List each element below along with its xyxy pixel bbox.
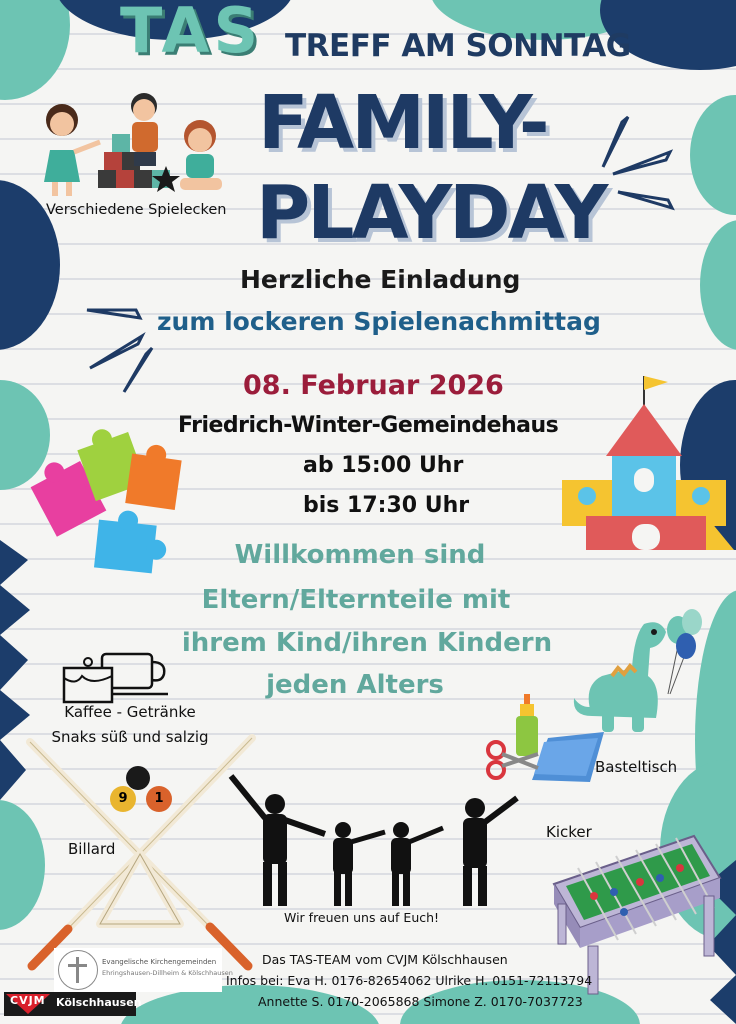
event-location: Friedrich-Winter-Gemeindehaus [178,413,559,438]
decor-blob [690,95,736,215]
church-logo-line-1: Evangelische Kirchengemeinden [102,958,217,966]
cvjm-place: Kölschhausen [56,996,142,1009]
welcome-line-3: ihrem Kind/ihren Kindern [181,628,553,658]
church-logo [54,948,233,992]
church-cross-icon [58,950,98,990]
welcome-line-2: Eltern/Elternteile mit [201,585,511,615]
kids-playing-icon [40,90,230,206]
event-end-time: bis 17:30 Uhr [303,493,470,518]
kicker-label: Kicker [546,823,592,841]
decor-blob [700,220,736,350]
contact-line-3: Annette S. 0170-2065868 Simone Z. 0170-7037723 [258,994,583,1009]
event-start-time: ab 15:00 Uhr [303,453,464,478]
billiard-label: Billard [68,840,116,858]
title-line-2: PLAYDAY [256,170,606,256]
decor-blob [0,0,70,100]
contact-line-2: Infos bei: Eva H. 0176-82654062 Ulrike H. 0151-72113794 [226,973,593,988]
family-silhouette-icon [225,772,525,916]
welcome-line-4: jeden Alters [266,670,444,700]
invitation-line-2: zum lockeren Spielenachmittag [157,307,601,336]
tas-logo: TAS [120,0,263,67]
spark-lines-icon [598,112,678,226]
craft-supplies-icon [486,692,606,788]
coffee-cake-icon [62,648,172,708]
craft-label: Basteltisch [595,758,678,776]
billiard-ball-9: 9 [110,786,136,812]
invitation-line-1: Herzliche Einladung [240,265,521,294]
toy-castle-icon [556,372,736,558]
welcome-line-1: Willkommen sind [234,540,486,570]
billiard-ball-1: 1 [146,786,172,812]
billiard-ball-8 [126,766,150,790]
coffee-label-1: Kaffee - Getränke [64,703,196,721]
play-corners-label: Verschiedene Spielecken [46,202,227,218]
title-line-1: FAMILY- [258,80,547,166]
cvjm-logo [4,992,142,1016]
cvjm-letters: CVJM [10,994,46,1007]
contact-team: Das TAS-TEAM vom CVJM Kölschhausen [262,952,508,967]
event-date: 08. Februar 2026 [243,370,504,401]
looking-forward-text: Wir freuen uns auf Euch! [284,910,440,925]
coffee-label-2: Snaks süß und salzig [51,728,209,746]
church-logo-line-2: Ehringshausen-Dillheim & Kölschhausen [102,969,233,977]
subtitle: TREFF AM SONNTAG [285,28,631,64]
